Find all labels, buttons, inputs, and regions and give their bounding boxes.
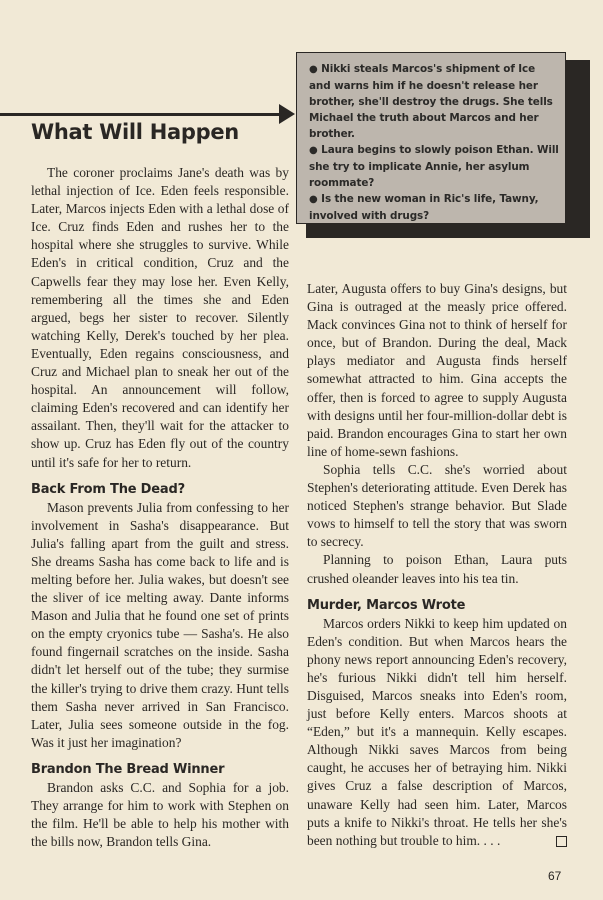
arrow-pointer-icon [279, 104, 295, 124]
paragraph: Sophia tells C.C. she's worried about Stephen's deteriorating attitude. Even Derek has noticed Stephen's strange behavior. But Slade vows to himself to tell the story that was sworn to secrecy. [307, 461, 567, 550]
section-heading-back-from-the-dead: Back From The Dead? [31, 481, 185, 497]
intro-paragraph: The coroner proclaims Jane's death was by lethal injection of Ice. Eden feels responsible. Later, Marcos injects Eden with a lethal dose of Ice. Cruz finds Eden and rushes her to the hospital where she struggles to survive. While Eden's in critical condition, Cruz and the Capwells fear they may lose her. Even Kelly, remembering all the times she and Eden argued, begs her sister to recover. Silently watching Kelly, Derek's touched by her plea. Eventually, Eden regains consciousness, and Cruz and Michael plan to sneak her out of the hospital. An announcement will follow, claiming Eden's recovered and can identify her assailant. Then, they'll wait for the attacker to show up. Cruz has Eden fly out of the country until it's safe for her to return. [31, 165, 289, 470]
page-number: 67 [548, 869, 562, 883]
paragraph: Brandon asks C.C. and Sophia for a job. They arrange for him to work with Stephen on the film. He'll be able to help his mother with the bills now, Brandon tells Gina. [31, 779, 289, 850]
left-column [31, 164, 289, 851]
sidebar-item: ● Laura begins to slowly poison Ethan. Will she try to implicate Annie, her asylum roommate? [309, 144, 559, 189]
bullet-icon: ● [309, 145, 318, 156]
sidebar-teaser-box [296, 52, 566, 224]
end-mark-icon [556, 836, 567, 847]
arrow-rule-line [0, 113, 280, 116]
sidebar-item: ● Nikki steals Marcos's shipment of Ice and warns him if he doesn't release her brother, she'll destroy the drugs. She tells Michael the truth about Marcos and her brother. [309, 63, 553, 140]
article-title: What Will Happen [31, 120, 239, 144]
paragraph: Planning to poison Ethan, Laura puts crushed oleander leaves into his tea tin. [307, 552, 567, 586]
sidebar-item: ● Is the new woman in Ric's life, Tawny, involved with drugs? [309, 193, 539, 222]
section-heading-murder-marcos-wrote: Murder, Marcos Wrote [307, 597, 466, 613]
bullet-icon: ● [309, 64, 318, 75]
right-column [307, 280, 567, 850]
bullet-icon: ● [309, 194, 318, 205]
paragraph: Later, Augusta offers to buy Gina's designs, but Gina is outraged at the measly price offered. Mack convinces Gina not to think of herself for once, but of Brandon. During the deal, Mack plays mediator and Augusta finds herself somewhat attracted to him. Gina accepts the offer, then is forced to agree to supply Augusta with designs until her four-million-dollar debt is paid. Brandon encourages Gina to start her own line of home-sewn fashions. [307, 281, 567, 459]
paragraph: Marcos orders Nikki to keep him updated on Eden's condition. But when Marcos hears the phony news report announcing Eden's recovery, he's furious Nikki didn't tell him herself. Disguised, Marcos sneaks into Eden's room, just before Kelly enters. Marcos shoots at “Eden,” but it's a mannequin. Kelly escapes. Although Nikki saves Marcos from being caught, he accuses her of betraying him. Nikki gives Cruz a false description of Marcos, unaware Kelly had seen him. Later, Marcos puts a knife to Nikki's throat. He tells her she's been nothing but trouble to him. . . . [307, 615, 567, 848]
section-heading-brandon-bread-winner: Brandon The Bread Winner [31, 761, 225, 777]
paragraph: Mason prevents Julia from confessing to her involvement in Sasha's disappearance. But Julia's falling apart from the guilt and stress. She dreams Sasha has come back to life and is melting before her. Julia wakes, but doesn't see the sliver of ice melting away. Dante informs Mason and Julia that he found one set of prints on the empty cryonics tube — Sasha's. He also found fingernail scratches on the inside. Sasha didn't let herself out of the tube; they surmise the killer's trying to drive them crazy. Hunt tells them Sasha never arrived in San Francisco. Later, Julia sees someone outside in the fog. Was it just her imagination? [31, 499, 289, 750]
